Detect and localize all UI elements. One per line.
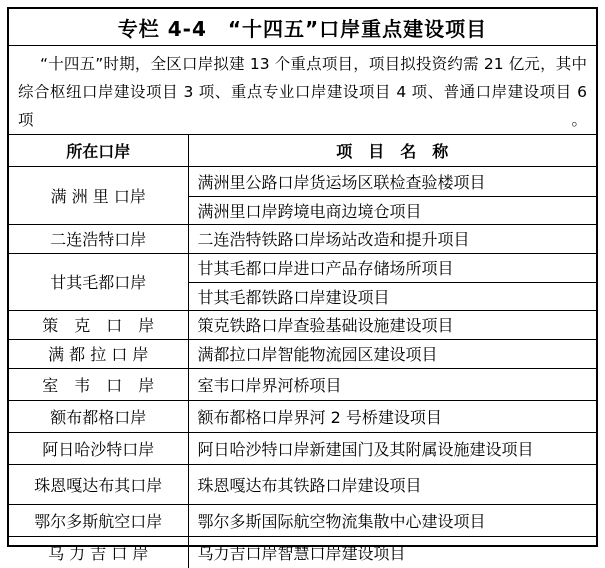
- project-cell: 满都拉口岸智能物流园区建设项目: [188, 339, 596, 368]
- port-cell-mandula: 满 都 拉 口 岸: [9, 339, 188, 368]
- table-row: [9, 224, 596, 253]
- projects-table: [9, 135, 596, 568]
- table-row: [9, 504, 596, 536]
- project-cell: 二连浩特铁路口岸场站改造和提升项目: [188, 224, 596, 253]
- port-cell-manzhouli: 满 洲 里 口岸: [9, 166, 188, 224]
- table-row: [9, 166, 596, 196]
- projects-table-wrap: [9, 135, 596, 568]
- box-title: [9, 9, 596, 46]
- table-row: [9, 400, 596, 432]
- header-port: 所在口岸: [9, 135, 188, 166]
- intro-paragraph: [9, 46, 596, 135]
- table-row: [9, 536, 596, 568]
- table-row: [9, 432, 596, 464]
- project-cell: 阿日哈沙特口岸新建国门及其附属设施建设项目: [188, 432, 596, 464]
- port-cell-erenhot: 二连浩特口岸: [9, 224, 188, 253]
- project-cell: 甘其毛都口岸进口产品存储场所项目: [188, 253, 596, 282]
- project-cell: 珠恩嘎达布其铁路口岸建设项目: [188, 464, 596, 504]
- box-title-text: 专栏 4-4 “十四五”口岸重点建设项目: [117, 16, 488, 41]
- table-row: [9, 368, 596, 400]
- project-cell: 满洲里口岸跨境电商边境仓项目: [188, 196, 596, 224]
- port-cell-ceke: 策 克 口 岸: [9, 310, 188, 339]
- project-cell: 甘其毛都铁路口岸建设项目: [188, 282, 596, 310]
- project-cell: 策克铁路口岸查验基础设施建设项目: [188, 310, 596, 339]
- project-cell: 额布都格口岸界河 2 号桥建设项目: [188, 400, 596, 432]
- table-row: [9, 464, 596, 504]
- project-cell: 鄂尔多斯国际航空物流集散中心建设项目: [188, 504, 596, 536]
- port-cell-ordos-air: 鄂尔多斯航空口岸: [9, 504, 188, 536]
- port-cell-arihashate: 阿日哈沙特口岸: [9, 432, 188, 464]
- port-cell-wuliji: 乌 力 吉 口 岸: [9, 536, 188, 568]
- table-row: [9, 339, 596, 368]
- port-cell-ebuduge: 额布都格口岸: [9, 400, 188, 432]
- port-cell-zhuengadabuqi: 珠恩嘎达布其口岸: [9, 464, 188, 504]
- table-header-row: [9, 135, 596, 166]
- intro-line-2: 综合枢纽口岸建设项目 3 项、重点专业口岸建设项目 4 项、普通口岸建设项目 6 项。: [18, 83, 587, 129]
- table-row: [9, 253, 596, 282]
- table-row: [9, 310, 596, 339]
- project-cell: 室韦口岸界河桥项目: [188, 368, 596, 400]
- project-cell: 满洲里公路口岸货运场区联检查验楼项目: [188, 166, 596, 196]
- header-project: 项 目 名 称: [188, 135, 596, 166]
- port-cell-ganqimaodu: 甘其毛都口岸: [9, 253, 188, 310]
- table-outer-frame: [7, 7, 598, 563]
- intro-line-1: “十四五”时期，全区口岸拟建 13 个重点项目，项目拟投资约需 21 亿元，其中: [40, 55, 587, 73]
- port-cell-shiwei: 室 韦 口 岸: [9, 368, 188, 400]
- project-cell: 乌力吉口岸智慧口岸建设项目: [188, 536, 596, 568]
